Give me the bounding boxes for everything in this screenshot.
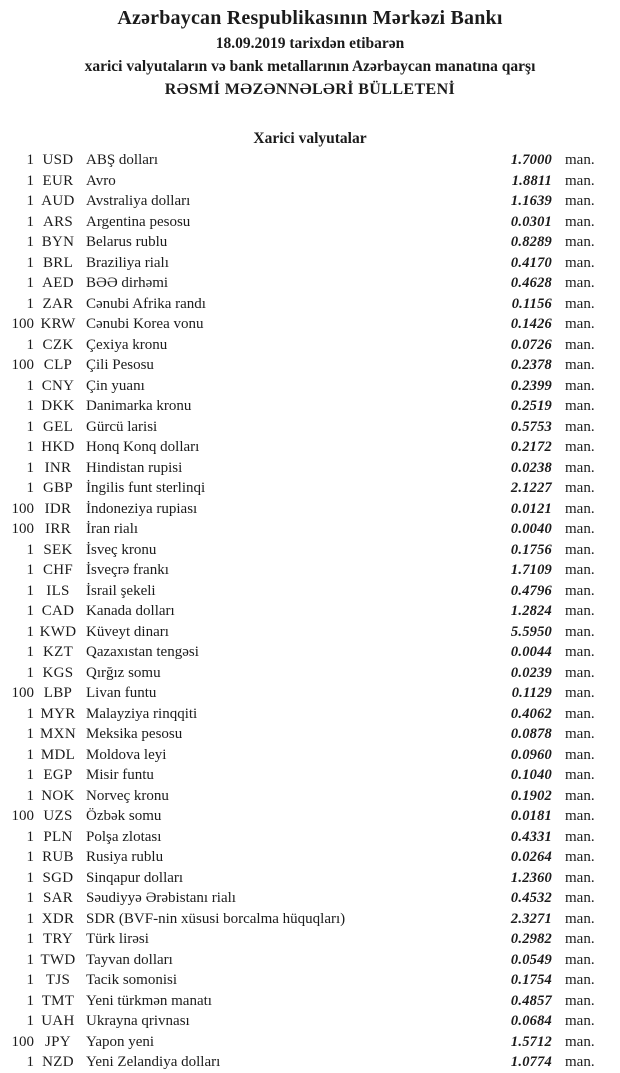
row-unit: man. (565, 644, 595, 660)
table-row (0, 191, 620, 212)
row-code: TMT (41, 992, 75, 1009)
row-rate: 2.1227 (510, 480, 552, 496)
row-code: ZAR (42, 295, 74, 312)
table-row (0, 950, 620, 971)
row-code: USD (42, 152, 74, 168)
table-row (0, 827, 620, 848)
row-quantity: 100 (11, 357, 34, 373)
row-code: CAD (41, 603, 75, 619)
row-unit: man. (565, 972, 595, 988)
row-rate: 0.2982 (510, 931, 552, 947)
table-row (0, 560, 620, 581)
row-rate: 0.1756 (510, 541, 552, 558)
row-quantity: 1 (26, 623, 34, 640)
row-unit: man. (565, 172, 595, 189)
effective-date: 18.09.2019 tarixdən etibarən (215, 35, 405, 52)
row-quantity: 100 (11, 685, 34, 701)
row-rate: 1.5712 (510, 1033, 552, 1050)
row-quantity: 1 (26, 705, 34, 722)
row-currency-name: Misir funtu (86, 767, 154, 783)
row-rate: 1.8811 (511, 172, 552, 189)
row-unit: man. (565, 787, 595, 804)
table-row (0, 581, 620, 602)
row-unit: man. (565, 992, 595, 1009)
row-quantity: 1 (26, 910, 34, 927)
row-code: GBP (42, 480, 74, 496)
row-currency-name: Cənubi Afrika randı (86, 295, 206, 312)
table-row (0, 663, 620, 684)
row-quantity: 1 (26, 562, 34, 578)
row-unit: man. (565, 582, 595, 599)
row-currency-name: Tacik somonisi (86, 972, 178, 988)
row-quantity: 1 (26, 234, 34, 250)
row-code: MYR (40, 705, 76, 722)
row-rate: 1.2360 (510, 869, 552, 886)
table-row (0, 376, 620, 397)
row-code: KWD (39, 623, 77, 640)
row-quantity: 1 (26, 1013, 34, 1029)
row-code: BRL (42, 254, 74, 271)
row-quantity: 1 (26, 726, 34, 742)
row-unit: man. (565, 480, 595, 496)
row-unit: man. (565, 254, 595, 271)
row-code: LBP (43, 685, 73, 701)
row-quantity: 1 (26, 152, 34, 168)
row-currency-name: ABŞ dolları (86, 152, 159, 168)
row-rate: 0.4857 (510, 992, 552, 1009)
row-unit: man. (565, 398, 595, 414)
rates-table (0, 150, 620, 1073)
table-row (0, 888, 620, 909)
row-unit: man. (565, 562, 595, 578)
row-quantity: 1 (26, 603, 34, 619)
row-unit: man. (565, 849, 595, 865)
table-row (0, 806, 620, 827)
row-rate: 0.0121 (510, 500, 552, 517)
table-row (0, 335, 620, 356)
row-currency-name: BƏƏ dirhəmi (86, 275, 169, 291)
row-rate: 0.1040 (510, 767, 552, 783)
row-rate: 0.0726 (510, 336, 552, 353)
row-code: ILS (46, 582, 70, 599)
row-quantity: 1 (26, 336, 34, 353)
row-rate: 0.1426 (510, 316, 552, 332)
table-row (0, 1032, 620, 1053)
row-unit: man. (565, 213, 595, 230)
row-quantity: 1 (26, 254, 34, 271)
row-currency-name: Malayziya rinqqiti (86, 705, 198, 722)
row-quantity: 1 (26, 746, 34, 763)
row-currency-name: Rusiya rublu (86, 849, 164, 865)
row-currency-name: Qazaxıstan tengəsi (86, 644, 199, 660)
row-code: IDR (44, 500, 72, 517)
row-quantity: 1 (26, 1054, 34, 1070)
table-row (0, 868, 620, 889)
row-currency-name: Türk lirəsi (86, 931, 149, 947)
row-currency-name: İran rialı (86, 521, 139, 537)
row-quantity: 1 (26, 767, 34, 783)
row-currency-name: İndoneziya rupiası (86, 500, 198, 517)
row-unit: man. (565, 910, 595, 927)
row-rate: 0.4331 (510, 828, 552, 845)
table-row (0, 253, 620, 274)
row-rate: 0.4532 (510, 890, 552, 906)
row-quantity: 1 (26, 377, 34, 394)
table-row (0, 314, 620, 335)
row-rate: 0.4062 (510, 705, 552, 722)
row-unit: man. (565, 234, 595, 250)
row-unit: man. (565, 705, 595, 722)
row-code: MXN (40, 726, 76, 742)
row-code: KGS (42, 664, 74, 681)
row-currency-name: Hindistan rupisi (86, 459, 183, 476)
row-code: MDL (40, 746, 76, 763)
row-currency-name: SDR (BVF-nin xüsusi borcalma hüquqları) (86, 910, 346, 927)
document-subtitle: xarici valyutaların və bank metallarının Azərbaycan manatına qarşı (84, 58, 536, 75)
row-rate: 0.0264 (510, 849, 552, 865)
row-code: SAR (42, 890, 74, 906)
row-rate: 0.1902 (510, 787, 552, 804)
row-currency-name: İsrail şekeli (86, 582, 156, 599)
row-quantity: 1 (26, 172, 34, 189)
row-unit: man. (565, 541, 595, 558)
table-row (0, 417, 620, 438)
row-currency-name: Honq Konq dolları (86, 439, 200, 455)
row-currency-name: İngilis funt sterlinqi (86, 480, 206, 496)
table-row (0, 622, 620, 643)
table-row (0, 437, 620, 458)
row-rate: 0.0960 (510, 746, 552, 763)
row-currency-name: Çili Pesosu (86, 357, 154, 373)
table-row (0, 1052, 620, 1073)
row-rate: 1.1639 (510, 193, 552, 209)
row-currency-name: Gürcü larisi (86, 418, 158, 435)
row-unit: man. (565, 193, 595, 209)
row-quantity: 1 (26, 890, 34, 906)
table-row (0, 478, 620, 499)
row-code: EGP (43, 767, 73, 783)
table-row (0, 540, 620, 561)
row-rate: 0.2519 (510, 398, 552, 414)
row-code: KZT (42, 644, 74, 660)
row-currency-name: İsveçrə frankı (86, 562, 169, 578)
row-unit: man. (565, 459, 595, 476)
row-currency-name: Avro (86, 172, 116, 189)
row-code: CNY (41, 377, 75, 394)
table-row (0, 683, 620, 704)
row-rate: 2.3271 (510, 910, 552, 927)
row-quantity: 1 (26, 972, 34, 988)
row-code: UAH (41, 1013, 75, 1029)
row-rate: 0.0040 (510, 521, 552, 537)
row-unit: man. (565, 726, 595, 742)
row-rate: 0.2172 (510, 439, 552, 455)
table-row (0, 765, 620, 786)
table-row (0, 499, 620, 520)
row-rate: 0.4628 (510, 275, 552, 291)
row-code: CLP (43, 357, 73, 373)
row-quantity: 1 (26, 439, 34, 455)
row-currency-name: Braziliya rialı (86, 254, 169, 271)
row-code: CZK (42, 336, 74, 353)
row-code: XDR (41, 910, 75, 927)
row-currency-name: Cənubi Korea vonu (86, 316, 204, 332)
document-header (0, 4, 620, 101)
row-rate: 0.1754 (510, 972, 552, 988)
row-currency-name: Kanada dolları (86, 603, 175, 619)
row-quantity: 1 (26, 869, 34, 886)
row-quantity: 100 (11, 1033, 34, 1050)
row-quantity: 1 (26, 828, 34, 845)
row-quantity: 100 (11, 316, 34, 332)
row-quantity: 1 (26, 480, 34, 496)
row-unit: man. (565, 500, 595, 517)
row-rate: 0.0684 (510, 1013, 552, 1029)
table-row (0, 171, 620, 192)
row-rate: 0.2378 (510, 357, 552, 373)
row-unit: man. (565, 295, 595, 312)
row-unit: man. (565, 336, 595, 353)
row-rate: 0.0301 (510, 213, 552, 230)
row-currency-name: Livan funtu (86, 685, 157, 701)
row-code: NOK (41, 787, 75, 804)
row-code: TJS (45, 972, 71, 988)
row-unit: man. (565, 377, 595, 394)
row-quantity: 1 (26, 951, 34, 968)
table-row (0, 355, 620, 376)
row-currency-name: Özbək somu (86, 808, 162, 824)
row-currency-name: Ukrayna qrivnası (86, 1013, 190, 1029)
row-unit: man. (565, 890, 595, 906)
row-rate: 0.0878 (510, 726, 552, 742)
row-currency-name: Yapon yeni (86, 1033, 155, 1050)
table-row (0, 273, 620, 294)
row-rate: 0.4796 (510, 582, 552, 599)
row-currency-name: Çexiya kronu (86, 336, 168, 353)
row-quantity: 1 (26, 582, 34, 599)
row-rate: 0.4170 (510, 254, 552, 271)
row-rate: 0.0044 (510, 644, 552, 660)
row-rate: 0.0239 (510, 664, 552, 681)
table-row (0, 909, 620, 930)
bank-title: Azərbaycan Respublikasının Mərkəzi Bankı (117, 7, 503, 29)
table-row (0, 745, 620, 766)
row-quantity: 100 (11, 521, 34, 537)
table-row (0, 601, 620, 622)
table-row (0, 458, 620, 479)
row-code: CHF (42, 562, 74, 578)
row-code: AED (42, 275, 74, 291)
row-code: ARS (42, 213, 74, 230)
row-currency-name: Qırğız somu (86, 664, 161, 681)
row-unit: man. (565, 951, 595, 968)
row-currency-name: Avstraliya dolları (86, 193, 191, 209)
row-unit: man. (565, 869, 595, 886)
row-code: RUB (42, 849, 74, 865)
table-row (0, 970, 620, 991)
row-rate: 0.2399 (510, 377, 552, 394)
row-rate: 0.1156 (511, 295, 552, 312)
table-row (0, 294, 620, 315)
row-code: INR (44, 459, 72, 476)
row-currency-name: Səudiyyə Ərəbistanı rialı (86, 890, 236, 906)
row-currency-name: Tayvan dolları (86, 951, 173, 968)
row-rate: 1.7000 (510, 152, 552, 168)
row-quantity: 1 (26, 275, 34, 291)
section-title: Xarici valyutalar (253, 130, 367, 147)
row-currency-name: Moldova leyi (86, 746, 167, 763)
row-unit: man. (565, 275, 595, 291)
table-row (0, 212, 620, 233)
row-rate: 0.0549 (510, 951, 552, 968)
row-unit: man. (565, 316, 595, 332)
table-row (0, 519, 620, 540)
row-quantity: 1 (26, 787, 34, 804)
row-unit: man. (565, 1054, 595, 1070)
row-currency-name: Argentina pesosu (86, 213, 191, 230)
table-row (0, 991, 620, 1012)
row-unit: man. (565, 521, 595, 537)
row-rate: 1.7109 (510, 562, 552, 578)
table-row (0, 642, 620, 663)
table-row (0, 396, 620, 417)
row-currency-name: Polşa zlotası (86, 828, 162, 845)
row-currency-name: İsveç kronu (86, 541, 157, 558)
row-unit: man. (565, 1013, 595, 1029)
row-code: JPY (45, 1033, 71, 1050)
row-currency-name: Çin yuanı (86, 377, 145, 394)
row-unit: man. (565, 418, 595, 435)
row-quantity: 100 (11, 808, 34, 824)
row-unit: man. (565, 152, 595, 168)
row-quantity: 1 (26, 213, 34, 230)
table-row (0, 724, 620, 745)
row-unit: man. (565, 439, 595, 455)
row-code: AUD (41, 193, 75, 209)
row-quantity: 1 (26, 992, 34, 1009)
table-row (0, 704, 620, 725)
row-quantity: 1 (26, 459, 34, 476)
row-currency-name: Belarus rublu (86, 234, 168, 250)
row-code: TRY (42, 931, 74, 947)
row-unit: man. (565, 685, 595, 701)
row-code: PLN (43, 828, 73, 845)
row-currency-name: Yeni türkmən manatı (86, 992, 212, 1009)
row-currency-name: Norveç kronu (86, 787, 169, 804)
row-rate: 0.0238 (510, 459, 552, 476)
row-unit: man. (565, 767, 595, 783)
row-unit: man. (565, 808, 595, 824)
row-currency-name: Danimarka kronu (86, 398, 192, 414)
row-unit: man. (565, 664, 595, 681)
row-rate: 0.1129 (511, 685, 552, 701)
bulletin-title: RƏSMİ MƏZƏNNƏLƏRİ BÜLLETENİ (164, 81, 456, 98)
table-row (0, 786, 620, 807)
row-rate: 1.2824 (510, 603, 552, 619)
row-code: BYN (41, 234, 75, 250)
row-code: KRW (40, 316, 76, 332)
table-row (0, 232, 620, 253)
row-code: GEL (42, 418, 74, 435)
row-rate: 5.5950 (510, 623, 552, 640)
row-quantity: 1 (26, 541, 34, 558)
row-quantity: 1 (26, 193, 34, 209)
row-code: IRR (45, 521, 71, 537)
row-quantity: 1 (26, 849, 34, 865)
table-row (0, 929, 620, 950)
row-quantity: 1 (26, 398, 34, 414)
row-rate: 0.5753 (510, 418, 552, 435)
row-unit: man. (565, 623, 595, 640)
row-currency-name: Küveyt dinarı (86, 623, 169, 640)
row-unit: man. (565, 931, 595, 947)
row-code: HKD (41, 439, 75, 455)
row-rate: 0.0181 (510, 808, 552, 824)
row-rate: 0.8289 (510, 234, 552, 250)
row-code: UZS (43, 808, 73, 824)
row-currency-name: Meksika pesosu (86, 726, 183, 742)
row-quantity: 1 (26, 418, 34, 435)
row-code: TWD (40, 951, 76, 968)
table-row (0, 1011, 620, 1032)
row-code: NZD (42, 1054, 74, 1070)
row-unit: man. (565, 357, 595, 373)
row-unit: man. (565, 1033, 595, 1050)
row-quantity: 1 (26, 931, 34, 947)
row-rate: 1.0774 (510, 1054, 552, 1070)
row-quantity: 100 (11, 500, 34, 517)
row-currency-name: Sinqapur dolları (86, 869, 184, 886)
row-currency-name: Yeni Zelandiya dolları (86, 1054, 221, 1070)
table-row (0, 150, 620, 171)
row-quantity: 1 (26, 644, 34, 660)
row-unit: man. (565, 746, 595, 763)
row-unit: man. (565, 828, 595, 845)
row-quantity: 1 (26, 664, 34, 681)
row-code: EUR (42, 172, 74, 189)
row-quantity: 1 (26, 295, 34, 312)
row-code: DKK (41, 398, 75, 414)
row-code: SEK (43, 541, 73, 558)
table-row (0, 847, 620, 868)
row-code: SGD (42, 869, 74, 886)
row-unit: man. (565, 603, 595, 619)
